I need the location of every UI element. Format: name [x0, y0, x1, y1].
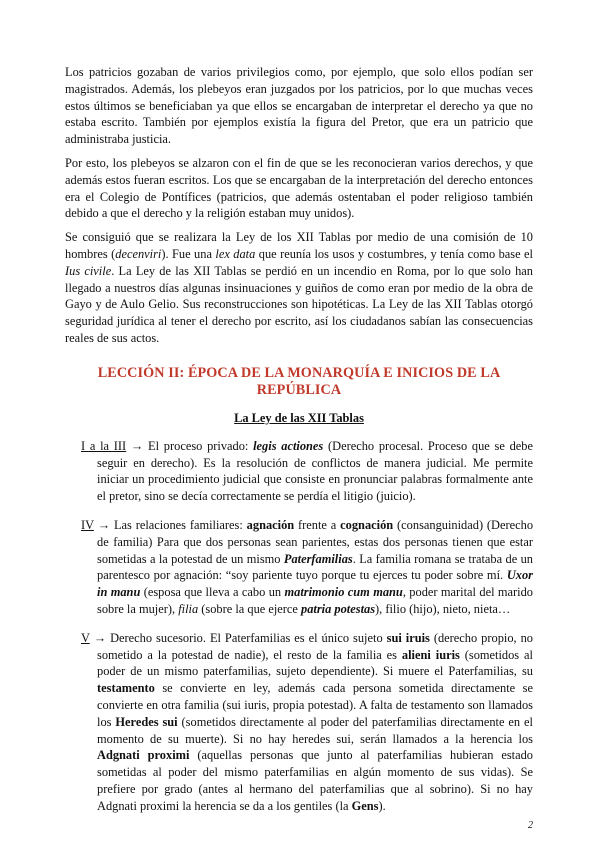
item-key: I a la III — [81, 438, 127, 453]
term-filia: filia — [178, 601, 199, 616]
term-lex-data: lex data — [215, 246, 256, 261]
term-heredes-sui: Heredes sui — [115, 714, 178, 729]
text-run: que reunía los usos y costumbres, y tenía como base el — [255, 246, 533, 261]
text-run: ). Fue una — [161, 246, 216, 261]
text-run: Se consiguió que se realizara la Ley de los XII Tablas por medio de una comisión de 10 hombres ( — [65, 230, 533, 261]
document-page — [65, 64, 533, 814]
text-run: se convierte en ley, además cada persona sometida directamente se convierte en otra familia (sui iuris, propia potestad). A falta de testamento son llamados los — [97, 681, 533, 729]
term-ius-civile: Ius civile — [65, 263, 112, 278]
text-run: frente a — [294, 517, 341, 532]
text-run: ). — [378, 798, 386, 813]
text-run: Las relaciones familiares: — [113, 517, 247, 532]
arrow-icon: → — [126, 438, 149, 453]
term-testamento: testamento — [97, 681, 155, 696]
item-body — [81, 438, 533, 505]
arrow-icon: → — [93, 517, 114, 532]
term-sui-iuris: sui iruis — [386, 630, 430, 645]
term-alieni-iuris: alieni iuris — [401, 647, 460, 662]
text-run: (derecho propio, no sometido a la potestad de nadie), el resto de la familia es — [97, 630, 534, 662]
section-subtitle: La Ley de las XII Tablas — [234, 410, 364, 425]
text-run: Derecho sucesorio. El Paterfamilias es el único sujeto — [110, 630, 387, 645]
term-gens: Gens — [351, 798, 379, 813]
term-adgnati-proximi: Adgnati proximi — [97, 748, 190, 763]
text-run: . La familia romana se trataba de un parentesco por agnación: “soy pariente tuyo porque tu ejerces tu poder sobre mí. — [97, 551, 533, 583]
item-key: IV — [81, 517, 94, 532]
term-patria-potestas: patria potestas — [301, 601, 376, 616]
item-body — [81, 630, 533, 815]
text-run: (sobre la que ejerce — [198, 601, 302, 616]
lesson-title: LECCIÓN II: ÉPOCA DE LA MONARQUÍA E INICIOS DE LA REPÚBLICA — [97, 364, 501, 398]
paragraph-ley-xii-tablas — [65, 229, 533, 347]
text-run: (sometidos directamente al poder del paterfamilias directamente en el momento de su muerte). Si no hay heredes sui, serán llamados a la herencia los — [97, 714, 533, 746]
paragraph-patricios: Los patricios gozaban de varios privilegios como, por ejemplo, que solo ellos podían ser magistrados. Además, los plebeyos eran juzgados por los patricios, por lo que muchas veces estos últimos se beneficiaban ya que ellos se encargaban de interpretar el derecho ya que no estaba escrito. También por ejemplos existía la figura del Pretor, que era un patricio que administraba justicia. — [65, 65, 533, 147]
text-run: El proceso privado: — [148, 438, 254, 453]
item-first-line — [81, 438, 533, 505]
item-first-line — [81, 517, 533, 618]
text-run: (esposa que lleva a cabo un — [140, 585, 285, 600]
item-body — [81, 517, 533, 618]
term-legis-actiones: legis actiones — [253, 438, 324, 453]
term-matrimonio-cum-manu: matrimonio cum manu — [284, 585, 403, 600]
term-cognacion: cognación — [340, 517, 394, 532]
item-key: V — [81, 630, 90, 645]
term-uxor-in-manu: Uxor in manu — [97, 568, 533, 600]
text-run: . La Ley de las XII Tablas se perdió en un incendio en Roma, por lo que solo han llegado a nuestros días algunas insinuaciones y guiños de como eran por medio de la obra de Gayo y de Aulo Gelio. Sus reconstrucciones son hipotéticas. La Ley de las XII Tablas otorgó seguridad jurídica al tener el derecho por escrito, así los ciudadanos sabían las consecuencias reales de sus actos. — [65, 263, 533, 345]
term-paterfamilias: Paterfamilias — [283, 551, 353, 566]
text-run: (Derecho procesal. Proceso que se debe seguir en derecho). Es la resolución de conflictos de manera judicial. Me permite iniciar un procedimiento judicial que consiste en pronunciar palabras formalmente ante el pretor, sino se decía correctamente se perdía el litigio (juicio). — [97, 438, 533, 504]
arrow-icon: → — [89, 630, 111, 645]
text-run: , poder marital del marido sobre la mujer), — [97, 585, 534, 616]
list-item-tabla-iv — [65, 517, 533, 618]
item-first-line — [81, 630, 533, 815]
term-agnacion: agnación — [246, 517, 295, 532]
page-number: 2 — [528, 820, 533, 831]
text-run: (sometidos al poder de un mismo paterfamilias, sujeto dependiente). Si muere el Paterfamilias, su — [97, 647, 533, 679]
text-run: (aquellas personas que junto al paterfamilias hubieran estado sometidas al poder del mismo paterfamilias en algún momento de sus vidas). Se prefiere por grado (antes al hermano del paterfamilias que al sobrino). Si no hay Adgnati proximi la herencia se da a los gentiles (la — [97, 748, 533, 813]
paragraph-plebeyos: Por esto, los plebeyos se alzaron con el fin de que se les reconocieran varios derechos, y que además estos fueran escritos. Los que se encargaban de la interpretación del derecho entonces era el Colegio de Pontífices (patricios, que además ostentaban el poder religioso también debido a que el derecho y la religión estaban muy unidos). — [65, 155, 533, 221]
list-item-tabla-v — [65, 630, 533, 815]
text-run: (consanguinidad) (Derecho de familia) Para que dos personas sean parientes, estas dos personas tienen que estar sometidas a la potestad de un mismo — [97, 517, 534, 566]
term-decenviri: decenviri — [115, 246, 162, 261]
list-item-tablas-i-iii — [65, 438, 533, 505]
text-run: ), filio (hijo), nieto, nieta… — [375, 601, 511, 616]
